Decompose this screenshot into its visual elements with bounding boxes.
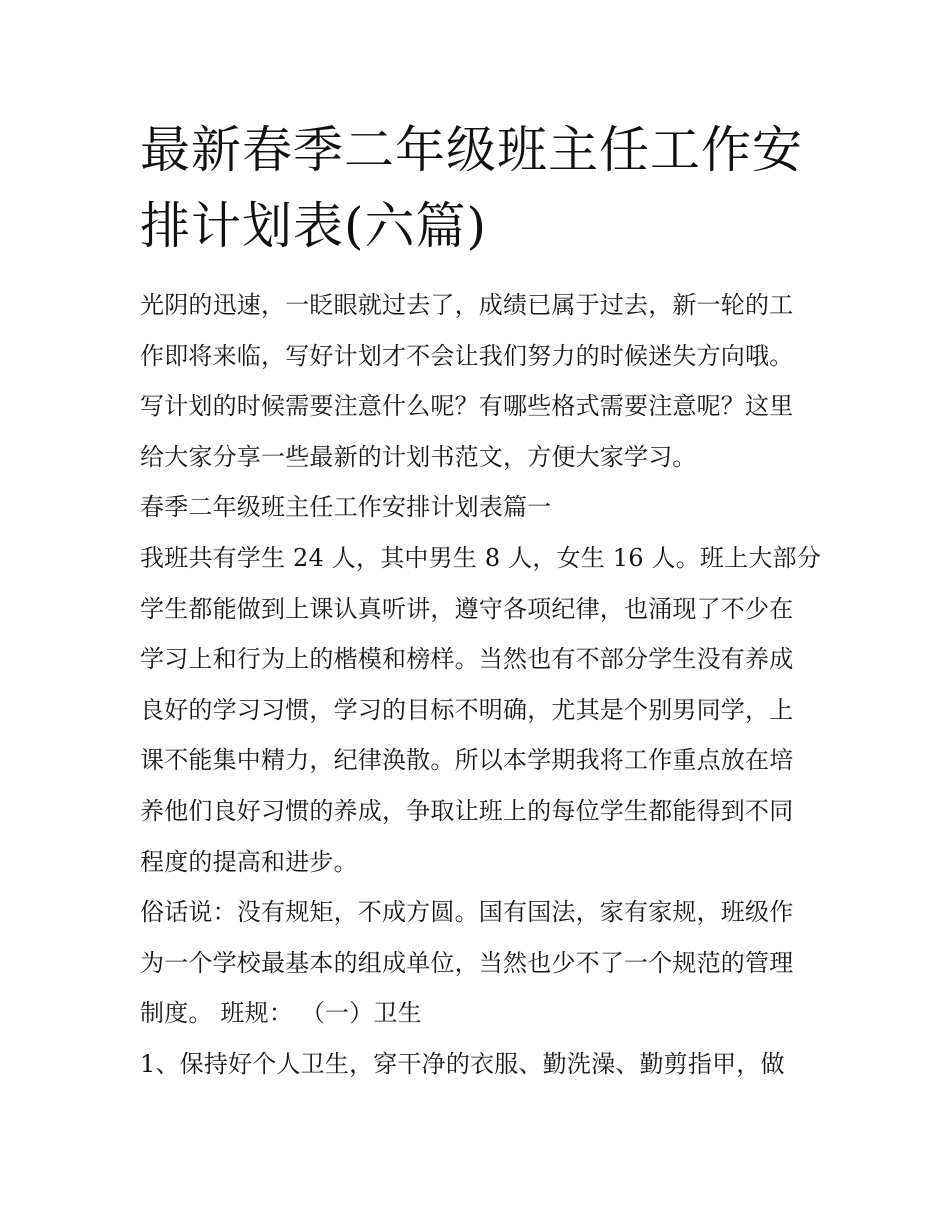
text-line: 给大家分享一些最新的计划书范文，方便大家学习。 (140, 442, 697, 471)
text-line: 制度。 班规： （一）卫生 (140, 999, 422, 1028)
class-overview-paragraph (140, 533, 820, 887)
text-line: 课不能集中精力，纪律涣散。所以本学期我将工作重点放在培 (140, 746, 794, 775)
text-line: 良好的学习习惯，学习的目标不明确，尤其是个别男同学，上 (140, 695, 794, 724)
text-line: 程度的提高和进步。 (140, 847, 358, 876)
rules-paragraph (140, 887, 820, 1039)
text-line: 为一个学校最基本的组成单位，当然也少不了一个规范的管理 (140, 948, 794, 977)
intro-paragraph (140, 280, 820, 482)
document-body (140, 280, 820, 1090)
text-line: 我班共有学生 24 人，其中男生 8 人，女生 16 人。班上大部分 (140, 543, 821, 572)
text-line: 光阴的迅速，一眨眼就过去了，成绩已属于过去，新一轮的工 (140, 291, 794, 319)
section-heading (140, 482, 820, 533)
list-item (140, 1039, 820, 1090)
text-line: 俗话说：没有规矩，不成方圆。国有国法，家有家规，班级作 (140, 898, 794, 927)
text-line: 养他们良好习惯的养成，争取让班上的每位学生都能得到不同 (140, 796, 794, 825)
document-title (140, 112, 820, 264)
text-line: 作即将来临，写好计划才不会让我们努力的时候迷失方向哦。 (140, 341, 794, 370)
title-line: 排计划表(六篇) (140, 197, 488, 255)
text-line: 写计划的时候需要注意什么呢？有哪些格式需要注意呢？这里 (140, 392, 794, 421)
text-line: 春季二年级班主任工作安排计划表篇一 (140, 493, 552, 522)
text-line: 学习上和行为上的楷模和榜样。当然也有不部分学生没有养成 (140, 645, 794, 674)
text-line: 1、保持好个人卫生，穿干净的衣服、勤洗澡、勤剪指甲，做 (140, 1049, 785, 1078)
text-line: 学生都能做到上课认真听讲，遵守各项纪律，也涌现了不少在 (140, 594, 794, 623)
title-line: 最新春季二年级班主任工作安 (140, 121, 803, 179)
